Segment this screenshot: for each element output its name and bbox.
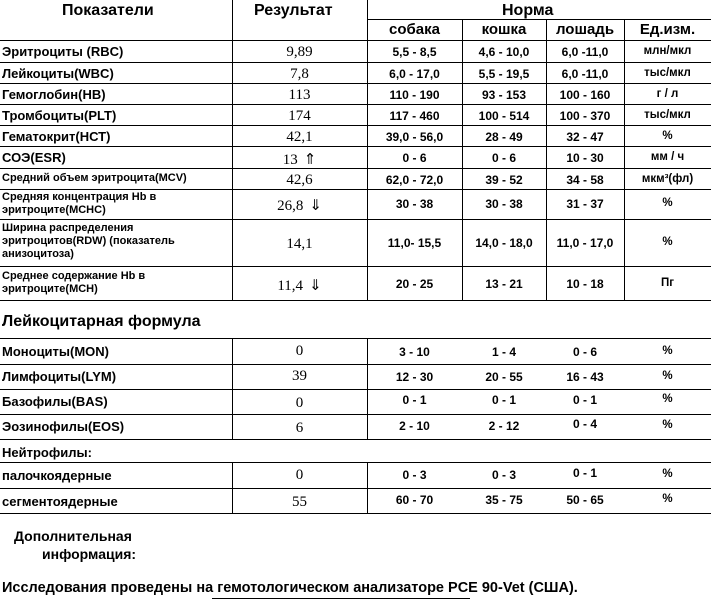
row-result: 14,1 <box>286 236 313 252</box>
underline <box>212 598 470 599</box>
grid-line <box>0 300 711 301</box>
norm-dog: 20 - 25 <box>395 277 434 291</box>
grid-line <box>0 83 711 84</box>
row-label: Моноциты(MON) <box>2 344 110 359</box>
row-label: Базофилы(BAS) <box>2 394 108 409</box>
additional-info-label: Дополнительная <box>14 528 132 544</box>
norm-dog: 2 - 10 <box>399 419 430 433</box>
row-label: Ширина распределения эритроцитов(RDW) (показатель анизоцитоза) <box>2 222 175 260</box>
row-label: Тромбоциты(PLT) <box>2 108 117 123</box>
row-result: 9,89 <box>286 44 313 60</box>
norm-horse: 0 - 1 <box>572 466 597 480</box>
norm-cat: 20 - 55 <box>485 370 523 384</box>
grid-line <box>0 462 711 463</box>
header-result: Результат <box>254 2 333 19</box>
unit: % <box>662 370 673 382</box>
unit: % <box>662 419 673 431</box>
row-label: Средний объем эритроцита(MCV) <box>2 172 187 184</box>
norm-dog: 6,0 - 17,0 <box>389 67 440 81</box>
norm-cat: 39 - 52 <box>485 173 523 187</box>
norm-cat: 2 - 12 <box>488 419 520 433</box>
norm-horse: 0 - 1 <box>572 393 597 407</box>
norm-cat: 13 - 21 <box>485 277 523 291</box>
row-label: СОЭ(ESR) <box>2 150 66 165</box>
unit: тыс/мкл <box>644 109 691 121</box>
header-units: Ед.изм. <box>639 21 696 38</box>
row-label: Лейкоциты(WBC) <box>2 66 114 81</box>
unit: % <box>662 236 673 248</box>
row-result: 13 <box>282 152 298 168</box>
row-result-wrap <box>232 150 367 169</box>
norm-cat: 93 - 153 <box>481 88 527 102</box>
norm-cat: 30 - 38 <box>485 197 523 211</box>
norm-horse: 10 - 30 <box>566 151 604 165</box>
row-label: Гематокрит(НСТ) <box>2 129 111 144</box>
row-result: 174 <box>288 108 311 124</box>
norm-dog: 3 - 10 <box>399 345 430 359</box>
norm-dog: 0 - 1 <box>402 393 427 407</box>
row-result: 55 <box>292 494 307 510</box>
norm-dog: 110 - 190 <box>389 88 440 102</box>
row-label: Средняя концентрация Hb в эритроците(МСНС) <box>2 191 157 216</box>
unit: % <box>662 345 673 357</box>
row-result: 26,8 <box>277 198 304 214</box>
unit: % <box>662 393 673 405</box>
grid-line <box>0 338 711 339</box>
norm-dog: 5,5 - 8,5 <box>392 45 437 59</box>
unit: тыс/мкл <box>644 67 691 79</box>
norm-horse: 100 - 160 <box>559 88 611 102</box>
unit: % <box>662 130 673 142</box>
header-dog: собака <box>389 21 440 38</box>
grid-line <box>0 439 711 440</box>
grid-line <box>0 266 711 267</box>
arrow-down-icon: ⇓ <box>309 276 322 294</box>
norm-dog: 0 - 3 <box>402 468 427 482</box>
grid-line <box>0 104 711 105</box>
arrow-up-icon: ⇑ <box>303 150 317 168</box>
row-result: 7,8 <box>290 66 309 82</box>
footer-note: Исследования проведены на гемотологическом анализаторе PCE 90-Vet (США). <box>2 580 578 596</box>
row-result: 11,4 <box>277 278 304 294</box>
row-label: сегментоядерные <box>2 494 118 509</box>
row-result: 42,6 <box>286 172 313 188</box>
row-label: Среднее содержание Hb в эритроците(МСН) <box>2 270 146 295</box>
unit: Пг <box>660 277 675 289</box>
unit: г / л <box>656 88 679 100</box>
norm-dog: 39,0 - 56,0 <box>385 130 444 144</box>
row-result-wrap <box>232 276 367 295</box>
row-result: 0 <box>295 343 304 359</box>
norm-dog: 117 - 460 <box>389 109 440 123</box>
norm-cat: 1 - 4 <box>491 345 516 359</box>
additional-info-label-2: информация: <box>42 546 137 562</box>
neutrophils-title: Нейтрофилы: <box>2 445 92 460</box>
norm-cat: 28 - 49 <box>485 130 523 144</box>
norm-dog: 0 - 6 <box>402 151 427 165</box>
norm-horse: 34 - 58 <box>566 173 604 187</box>
norm-horse: 10 - 18 <box>566 277 604 291</box>
header-cat: кошка <box>481 21 527 38</box>
unit: % <box>662 493 673 505</box>
norm-horse: 32 - 47 <box>566 130 604 144</box>
row-result: 113 <box>288 87 311 103</box>
unit: мкм³(фл) <box>641 173 694 185</box>
row-label: Лимфоциты(LYM) <box>2 369 117 384</box>
row-result-wrap <box>232 196 367 215</box>
grid-line <box>0 146 711 147</box>
grid-line <box>0 189 711 190</box>
norm-cat: 14,0 - 18,0 <box>475 236 533 250</box>
norm-horse: 0 - 4 <box>572 417 597 431</box>
row-result: 39 <box>292 368 307 384</box>
row-result: 0 <box>295 467 304 483</box>
norm-horse: 6,0 -11,0 <box>561 67 609 81</box>
unit: млн/мкл <box>643 45 692 57</box>
arrow-down-icon: ⇓ <box>309 196 322 214</box>
grid-line <box>0 414 711 415</box>
norm-cat: 0 - 3 <box>491 468 516 482</box>
row-result: 42,1 <box>286 129 313 145</box>
norm-cat: 0 - 1 <box>491 393 516 407</box>
norm-dog: 60 - 70 <box>395 493 434 507</box>
unit: мм / ч <box>650 151 685 163</box>
grid-line <box>0 513 711 514</box>
row-label: Гемоглобин(НВ) <box>2 87 106 102</box>
grid-line <box>0 125 711 126</box>
norm-dog: 30 - 38 <box>395 197 434 211</box>
unit: % <box>662 468 673 480</box>
norm-cat: 100 - 514 <box>478 109 530 123</box>
header-norm: Норма <box>502 2 554 19</box>
norm-horse: 50 - 65 <box>566 493 604 507</box>
header-indicators: Показатели <box>62 2 154 19</box>
grid-line <box>367 19 711 20</box>
grid-line <box>0 488 711 489</box>
header-horse: лошадь <box>555 21 615 38</box>
norm-horse: 11,0 - 17,0 <box>556 236 614 250</box>
row-label: Эозинофилы(EOS) <box>2 419 125 434</box>
norm-cat: 4,6 - 10,0 <box>478 45 530 59</box>
norm-horse: 0 - 6 <box>572 345 597 359</box>
row-result: 6 <box>295 420 304 436</box>
norm-horse: 16 - 43 <box>566 370 604 384</box>
row-label: палочкоядерные <box>2 468 112 483</box>
grid-line <box>0 389 711 390</box>
norm-cat: 35 - 75 <box>485 493 523 507</box>
row-label: Эритроциты (RBC) <box>2 44 124 59</box>
norm-horse: 31 - 37 <box>566 197 604 211</box>
grid-line <box>0 40 711 41</box>
section-title-leuko: Лейкоцитарная формула <box>2 313 201 330</box>
grid-line <box>0 364 711 365</box>
norm-dog: 62,0 - 72,0 <box>385 173 444 187</box>
norm-dog: 12 - 30 <box>395 370 434 384</box>
norm-horse: 6,0 -11,0 <box>561 45 609 59</box>
row-result: 0 <box>295 395 304 411</box>
unit: % <box>662 197 673 209</box>
norm-cat: 0 - 6 <box>491 151 516 165</box>
norm-horse: 100 - 370 <box>559 109 611 123</box>
grid-line <box>0 219 711 220</box>
norm-dog: 11,0- 15,5 <box>387 236 442 250</box>
grid-line <box>0 62 711 63</box>
norm-cat: 5,5 - 19,5 <box>478 67 530 81</box>
